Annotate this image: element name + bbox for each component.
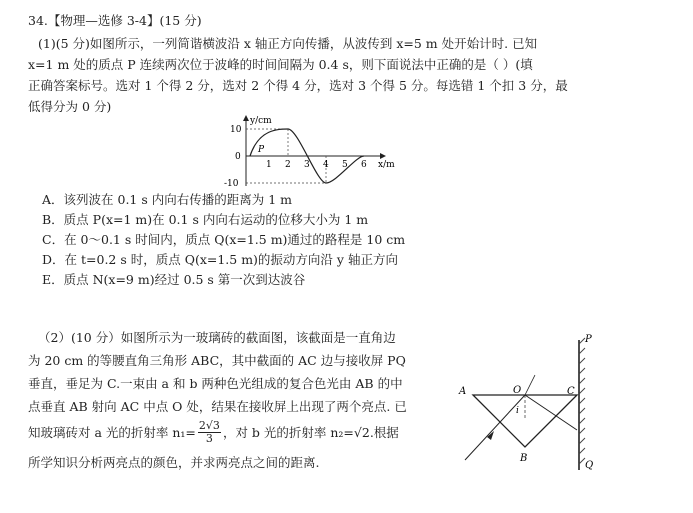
part1-line1: (1)(5 分)如图所示，一列简谐横波沿 x 轴正方向传播，从波传到 x=5 m 处开始计时. 已知 bbox=[38, 36, 538, 51]
y-tick: -10 bbox=[224, 179, 239, 189]
part2-line6: 所学知识分析两亮点的颜色，并求两亮点之间的距离. bbox=[28, 455, 320, 470]
x-tick: 6 bbox=[361, 160, 367, 170]
reflected-ray bbox=[525, 395, 577, 430]
point-p-label: P bbox=[258, 145, 265, 155]
x-tick: 2 bbox=[285, 160, 291, 170]
part1-line2: x=1 m 处的质点 P 连续两次位于波峰的时间间隔为 0.4 s，则下面说法中正确的是（ ）(填 bbox=[28, 57, 533, 72]
refracted-ray bbox=[525, 375, 535, 395]
y-tick: 0 bbox=[235, 152, 241, 162]
label-i: i bbox=[516, 406, 519, 416]
wave-graph bbox=[220, 112, 400, 192]
x-axis-label: x/m bbox=[378, 160, 395, 170]
part2-line5 bbox=[28, 420, 399, 445]
question-header: 34.【物理—选修 3-4】(15 分) bbox=[28, 13, 202, 28]
part2-line5-a: 知玻璃砖对 a 光的折射率 n₁= bbox=[28, 424, 196, 440]
fraction-denominator: 3 bbox=[205, 432, 213, 445]
option-a: A．该列波在 0.1 s 内向右传播的距离为 1 m bbox=[42, 192, 292, 207]
y-axis-label: y/cm bbox=[250, 116, 272, 126]
part1-line3: 正确答案标号。选对 1 个得 2 分，选对 2 个得 4 分，选对 3 个得 5 分。每选错 1 个扣 3 分，最 bbox=[28, 78, 568, 93]
label-a: A bbox=[459, 386, 467, 397]
label-p: P bbox=[585, 334, 592, 345]
x-tick: 5 bbox=[342, 160, 348, 170]
option-d: D．在 t=0.2 s 时，质点 Q(x=1.5 m)的振动方向沿 y 轴正方向 bbox=[42, 252, 398, 267]
option-e: E．质点 N(x=9 m)经过 0.5 s 第一次到达波谷 bbox=[42, 272, 306, 287]
part2-line5-b: ，对 b 光的折射率 n₂=√2.根据 bbox=[222, 424, 399, 440]
part2-line3: 垂直，垂足为 C.一束由 a 和 b 两种色光组成的复合色光由 AB 的中 bbox=[28, 376, 403, 391]
label-b: B bbox=[520, 453, 528, 464]
part2-line2: 为 20 cm 的等腰直角三角形 ABC，其中截面的 AC 边与接收屏 PQ bbox=[28, 353, 406, 368]
option-b: B．质点 P(x=1 m)在 0.1 s 内向右运动的位移大小为 1 m bbox=[42, 212, 369, 227]
part1-line4: 低得分为 0 分) bbox=[28, 99, 112, 114]
part2-line1: （2）(10 分）如图所示为一玻璃砖的截面图，该截面是一直角边 bbox=[38, 330, 396, 345]
refractive-index-fraction bbox=[198, 420, 221, 445]
option-c: C．在 0～0.1 s 时间内，质点 Q(x=1.5 m)通过的路程是 10 cm bbox=[42, 232, 406, 247]
y-tick: 10 bbox=[230, 125, 242, 135]
x-tick: 3 bbox=[304, 160, 310, 170]
part2-line4: 点垂直 AB 射向 AC 中点 O 处，结果在接收屏上出现了两个亮点. 已 bbox=[28, 399, 407, 414]
x-tick: 4 bbox=[323, 160, 329, 170]
fraction-numerator: 2√3 bbox=[198, 419, 220, 432]
prism-diagram bbox=[455, 330, 595, 475]
x-tick: 1 bbox=[266, 160, 272, 170]
label-o: O bbox=[513, 385, 522, 396]
label-q: Q bbox=[585, 460, 594, 471]
label-c: C bbox=[567, 386, 575, 397]
incident-ray bbox=[465, 395, 525, 460]
